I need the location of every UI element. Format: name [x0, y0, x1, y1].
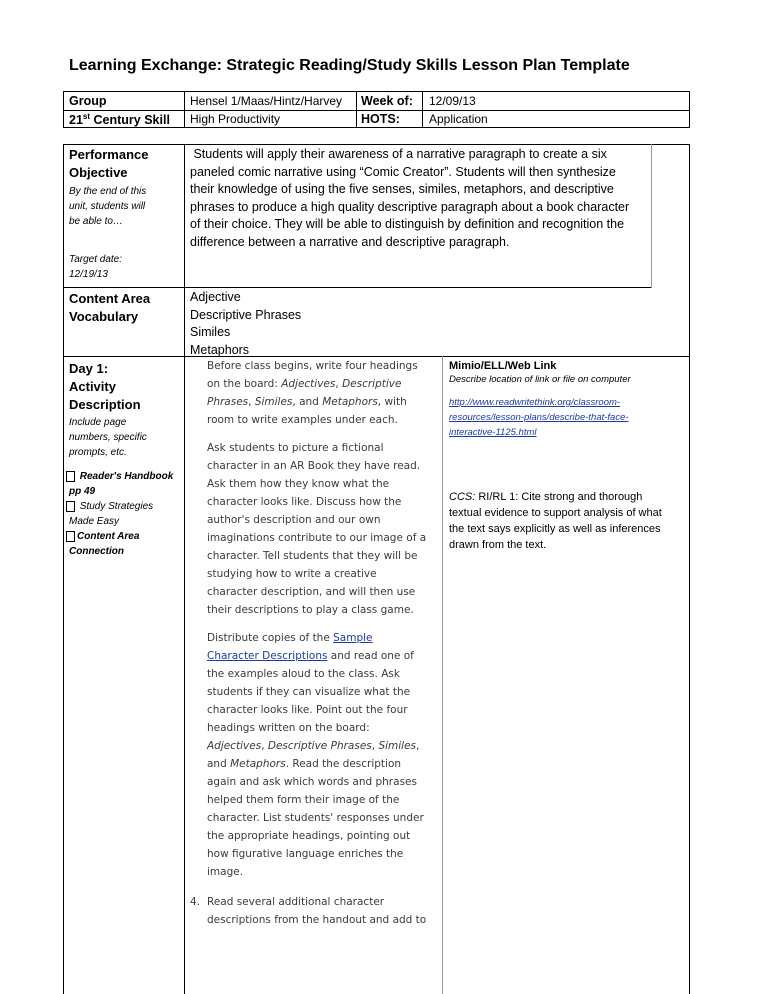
skill-label: 21st Century Skill — [69, 112, 170, 128]
page-title: Learning Exchange: Strategic Reading/Study Skills Lesson Plan Template — [69, 57, 630, 74]
week-label: Week of: — [361, 94, 413, 108]
resource-study-strategies[interactable]: Study Strategies — [66, 499, 182, 514]
resources-panel: Mimio/ELL/Web Link Describe location of link or file on computer http://www.readwritethink.org/classroom- resources/lesson-plans/describe-that-face- interactive-1125.html CCS: RI/RL 1: Cite strong and thorough textual evidence to support analysis of what the text says explicitly as well as inferences drawn from the text. — [449, 359, 687, 553]
activity-description — [207, 357, 439, 881]
vocabulary-item: Adjective — [190, 290, 241, 304]
resource-readers-handbook[interactable]: Reader's Handbook — [66, 469, 182, 484]
target-date-label: Target date: — [69, 254, 123, 265]
resources-heading: Mimio/ELL/Web Link — [449, 360, 557, 372]
checkbox-icon[interactable] — [66, 471, 75, 482]
ccs-standard: CCS: RI/RL 1: Cite strong and thorough textual evidence to support analysis of what the text says explicitly as well as inferences drawn from the text. — [449, 491, 662, 551]
paragraph-3: Distribute copies of the Sample Character Descriptions and read one of the examples aloud to the class. Ask students if they can visualize what the character looks like. Point out the four headings written on the board: Adjectives, Descriptive Phrases, Similes, and Metaphors. Read the description again and ask which words and phrases helped them form their image of the character. List students' responses under the appropriate headings, pointing out how figurative language enriches the image. — [207, 632, 424, 878]
hots-value: Application — [429, 112, 488, 126]
paragraph-2: Ask students to picture a fictional character in an AR Book they have read. Ask them how they know what the character looks like. Discuss how the author's description and our own imaginations contribute to our image of a character. Tell students that they will be studying how to write a creative character description, and will then use their descriptions to play a class game. — [207, 442, 427, 616]
checkbox-icon[interactable] — [66, 531, 75, 542]
group-value: Hensel 1/Maas/Hintz/Harvey — [190, 94, 343, 108]
sample-link[interactable]: Sample — [333, 632, 373, 644]
vocabulary-list — [190, 289, 440, 359]
group-label: Group — [69, 94, 107, 108]
resource-checklist: Reader's Handbook pp 49 Study Strategies Made Easy Content Area Connection — [66, 469, 182, 559]
day1-label: Day 1: Activity Description Include page numbers, specific prompts, etc. — [69, 361, 147, 458]
skill-value: High Productivity — [190, 112, 281, 126]
vocabulary-item: Descriptive Phrases — [190, 307, 302, 322]
checkbox-icon[interactable] — [66, 501, 75, 512]
web-link[interactable]: http://www.readwritethink.org/classroom- resources/lesson-plans/describe-that-face- interactive-1125.html — [449, 397, 629, 438]
target-date-value: 12/19/13 — [69, 269, 108, 280]
paragraph-4: 4. Read several additional character descriptions from the handout and add to — [190, 896, 427, 926]
character-descriptions-link[interactable]: Character Descriptions — [207, 650, 328, 662]
vocabulary-item: Similes — [190, 325, 231, 339]
resource-content-area[interactable]: Content Area — [66, 529, 182, 544]
week-value: 12/09/13 — [429, 94, 476, 108]
objective-label: Performance Objective By the end of this unit, students will be able to… Target date: 12/19/13 — [69, 146, 181, 282]
vocabulary-label: Content Area Vocabulary — [69, 291, 151, 324]
objective-text: Students will apply their awareness of a narrative paragraph to create a six paneled comic narrative using “Comic Creator”. Students will then synthesize their knowledge of using the five senses, similes, metaphors, and descriptive phrases to produce a high quality descriptive paragraph about a book character of their choice. They will be able to distinguish by definition and recognition the difference between a narrative and descriptive paragraph. — [190, 147, 630, 249]
paragraph-1: Before class begins, write four headings on the board: Adjectives, Descriptive Phrases, Similes, and Metaphors, with room to write examples under each. — [207, 360, 418, 426]
vocabulary-item: Metaphors — [190, 342, 250, 357]
hots-label: HOTS: — [361, 112, 400, 126]
